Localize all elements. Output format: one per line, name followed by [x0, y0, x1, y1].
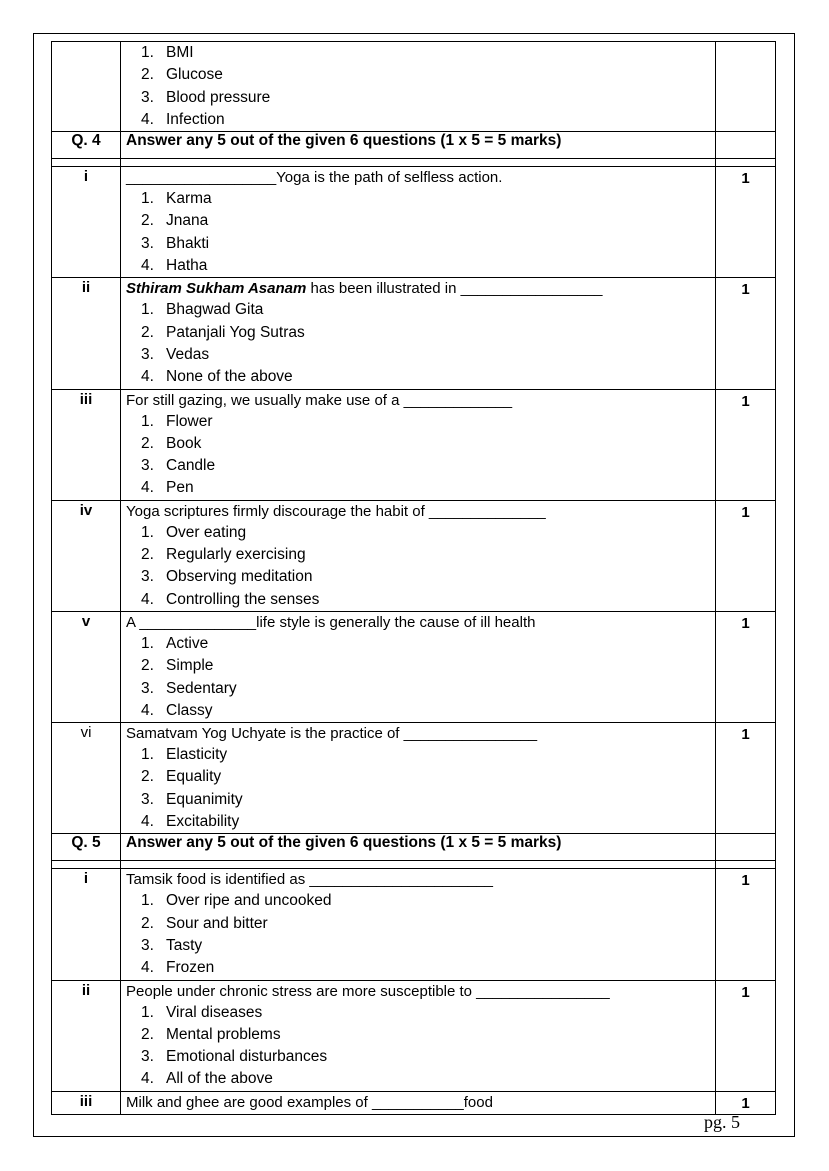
question-stem: A ______________life style is generally the cause of ill health [126, 613, 536, 631]
option-item [141, 1068, 715, 1090]
option-text: Vedas [166, 345, 210, 363]
question-number-text: i [83, 870, 89, 888]
option-text: Active [166, 634, 209, 652]
marks-value: 1 [741, 614, 750, 632]
marks-value: 1 [741, 392, 750, 410]
option-item [141, 188, 715, 210]
option-item [141, 322, 715, 344]
question-row [52, 611, 776, 722]
option-item [141, 433, 715, 455]
option-item [141, 1002, 715, 1024]
marks-value: 1 [741, 872, 750, 890]
option-number: 2. [141, 434, 154, 452]
option-item [141, 957, 715, 979]
question-number-text: iii [79, 390, 93, 408]
question-cell [121, 980, 716, 1091]
option-item [141, 913, 715, 935]
marks-value: 1 [741, 983, 750, 1001]
option-number: 3. [141, 568, 154, 586]
question-row [52, 1091, 776, 1114]
question-text [121, 612, 715, 633]
option-item: 4. Infection [141, 110, 225, 128]
option-number: 1. [141, 412, 154, 430]
option-text: Book [166, 434, 202, 452]
option-list [121, 744, 715, 833]
question-emphasis: Sthiram Sukham Asanam [126, 280, 307, 298]
option-item [141, 1046, 715, 1068]
option-number: 1. [141, 190, 154, 208]
marks-cell [716, 500, 776, 611]
question-number [52, 389, 121, 500]
question-cell [121, 1091, 716, 1114]
option-number: 3. [141, 457, 154, 475]
marks-value: 1 [741, 170, 750, 188]
section-instruction: Answer any 5 out of the given 6 questions (1 x 5 = 5 marks) [121, 834, 716, 861]
option-item [141, 811, 715, 833]
option-item [141, 544, 715, 566]
gap-row [52, 861, 776, 869]
question-stem: Milk and ghee are good examples of ___________food [126, 1093, 493, 1111]
gap-cell [716, 861, 776, 869]
option-item [141, 566, 715, 588]
option-text: Controlling the senses [166, 590, 320, 608]
option-list [121, 42, 715, 131]
option-number: 3. [141, 679, 154, 697]
question-cell [121, 500, 716, 611]
question-row [52, 389, 776, 500]
question-number [52, 278, 121, 389]
option-number: 1. [141, 892, 154, 910]
option-text: Excitability [166, 813, 240, 831]
option-item [141, 366, 715, 388]
section-instruction: Answer any 5 out of the given 6 questions (1 x 5 = 5 marks) [121, 132, 716, 159]
question-row [52, 500, 776, 611]
option-item [141, 255, 715, 277]
option-number: 4. [141, 590, 154, 608]
question-number-text: ii [81, 981, 91, 999]
option-number: 1. [141, 523, 154, 541]
question-text [121, 869, 715, 890]
empty-marks-cell [716, 132, 776, 159]
option-item [141, 522, 715, 544]
option-number: 4. [141, 701, 154, 719]
option-list [121, 188, 715, 277]
option-text: Karma [166, 190, 212, 208]
question-text [121, 981, 715, 1002]
option-item [141, 344, 715, 366]
question-row [52, 980, 776, 1091]
option-number: 1. [141, 634, 154, 652]
option-number: 2. [141, 768, 154, 786]
option-number: 1. [141, 746, 154, 764]
option-item [141, 935, 715, 957]
option-item [141, 589, 715, 611]
option-number: 3. [141, 936, 154, 954]
question-number-text: ii [81, 279, 91, 297]
option-number: 2. [141, 546, 154, 564]
option-number: 2. [141, 1025, 154, 1043]
question-table [51, 41, 776, 1115]
question-text [121, 167, 715, 188]
question-row [52, 869, 776, 980]
option-number: 4. [141, 368, 154, 386]
question-stem: Tamsik food is identified as ______________________ [126, 871, 493, 889]
option-item: 3. Blood pressure [141, 88, 271, 106]
question-cell [121, 611, 716, 722]
option-item [141, 455, 715, 477]
option-number: 3. [141, 234, 154, 252]
option-item [141, 210, 715, 232]
marks-value: 1 [741, 726, 750, 744]
question-number [52, 980, 121, 1091]
gap-cell [52, 861, 121, 869]
question-text [121, 390, 715, 411]
option-text: Emotional disturbances [166, 1048, 328, 1066]
option-list [121, 890, 715, 979]
option-number: 2. [141, 323, 154, 341]
question-number-text: vi [80, 724, 92, 742]
question-number-text: iv [79, 501, 93, 519]
section-header-q5 [52, 834, 776, 861]
option-text: Viral diseases [166, 1003, 263, 1021]
option-text: Regularly exercising [166, 546, 306, 564]
option-item [141, 744, 715, 766]
gap-row [52, 159, 776, 167]
option-text: None of the above [166, 368, 293, 386]
section-header-q4 [52, 132, 776, 159]
option-number: 4. [141, 813, 154, 831]
marks-cell [716, 278, 776, 389]
option-item [141, 1024, 715, 1046]
option-text: Over ripe and uncooked [166, 892, 332, 910]
option-text: Hatha [166, 257, 208, 275]
question-stem: has been illustrated in _________________ [306, 280, 603, 298]
option-number: 1. [141, 1003, 154, 1021]
option-number: 3. [141, 790, 154, 808]
marks-cell [716, 167, 776, 278]
section-number: Q. 4 [52, 132, 121, 159]
option-text: All of the above [166, 1070, 273, 1088]
question-number [52, 500, 121, 611]
question-text [121, 278, 715, 299]
question-text [121, 723, 715, 744]
option-text: Sedentary [166, 679, 237, 697]
option-number: 2. [141, 914, 154, 932]
marks-cell [716, 1091, 776, 1114]
question-number-text: i [83, 168, 89, 186]
question-stem: For still gazing, we usually make use of a _____________ [126, 391, 513, 409]
question-stem: Samatvam Yog Uchyate is the practice of ________________ [126, 725, 538, 743]
question-stem: People under chronic stress are more susceptible to ________________ [126, 982, 610, 1000]
marks-value: 1 [741, 1094, 750, 1112]
question-cell [121, 723, 716, 834]
question-number-text: iii [79, 1092, 93, 1110]
page-number: pg. 5 [704, 1112, 740, 1132]
option-item [141, 789, 715, 811]
option-text: Bhakti [166, 234, 210, 252]
option-text: Candle [166, 457, 216, 475]
question-stem: Yoga scriptures firmly discourage the habit of ______________ [126, 502, 546, 520]
gap-cell [121, 861, 716, 869]
option-text: Elasticity [166, 746, 228, 764]
option-list [121, 299, 715, 388]
question-number [52, 1091, 121, 1114]
option-number: 4. [141, 1070, 154, 1088]
option-item: 2. Glucose [141, 66, 223, 84]
option-text: Patanjali Yog Sutras [166, 323, 305, 341]
option-item [141, 633, 715, 655]
option-list [121, 1002, 715, 1091]
option-item [141, 678, 715, 700]
empty-marks-cell [716, 834, 776, 861]
option-text: Sour and bitter [166, 914, 268, 932]
question-number [52, 167, 121, 278]
question-cell [121, 167, 716, 278]
marks-cell [716, 980, 776, 1091]
option-number: 2. [141, 657, 154, 675]
question-row [52, 723, 776, 834]
question-number [52, 723, 121, 834]
option-text: Tasty [166, 936, 203, 954]
option-number: 3. [141, 1048, 154, 1066]
option-item [141, 411, 715, 433]
option-text: Equality [166, 768, 222, 786]
question-cell [121, 389, 716, 500]
option-text: Pen [166, 479, 194, 497]
option-text: Simple [166, 657, 214, 675]
option-item [141, 700, 715, 722]
question-row [52, 278, 776, 389]
option-item [141, 766, 715, 788]
marks-cell [716, 723, 776, 834]
question-text [121, 501, 715, 522]
option-number: 4. [141, 479, 154, 497]
empty-number-cell [52, 42, 121, 132]
question-cell [121, 869, 716, 980]
continuation-options-cell [121, 42, 716, 132]
option-text: Equanimity [166, 790, 243, 808]
marks-cell [716, 611, 776, 722]
option-text: Over eating [166, 523, 247, 541]
question-number [52, 611, 121, 722]
option-text: Flower [166, 412, 213, 430]
question-number-text: v [81, 612, 91, 630]
option-list [121, 522, 715, 611]
option-text: Classy [166, 701, 213, 719]
option-number: 3. [141, 345, 154, 363]
question-row [52, 167, 776, 278]
option-text: Frozen [166, 959, 215, 977]
question-number [52, 869, 121, 980]
option-number: 1. [141, 301, 154, 319]
option-item [141, 890, 715, 912]
option-item [141, 477, 715, 499]
question-text [121, 1092, 715, 1113]
option-text: Bhagwad Gita [166, 301, 264, 319]
option-number: 4. [141, 959, 154, 977]
option-list [121, 411, 715, 500]
question-stem: __________________Yoga is the path of selfless action. [126, 169, 503, 187]
option-item: 1. BMI [141, 44, 194, 61]
marks-value: 1 [741, 281, 750, 299]
option-item [141, 299, 715, 321]
option-list [121, 633, 715, 722]
marks-cell [716, 389, 776, 500]
option-number: 2. [141, 212, 154, 230]
marks-value: 1 [741, 503, 750, 521]
option-item [141, 233, 715, 255]
empty-marks-cell [716, 42, 776, 132]
option-text: Jnana [166, 212, 209, 230]
option-item [141, 655, 715, 677]
option-text: Observing meditation [166, 568, 313, 586]
continuation-row [52, 42, 776, 132]
option-number: 4. [141, 257, 154, 275]
marks-cell [716, 869, 776, 980]
section-number: Q. 5 [52, 834, 121, 861]
question-cell [121, 278, 716, 389]
option-text: Mental problems [166, 1025, 281, 1043]
